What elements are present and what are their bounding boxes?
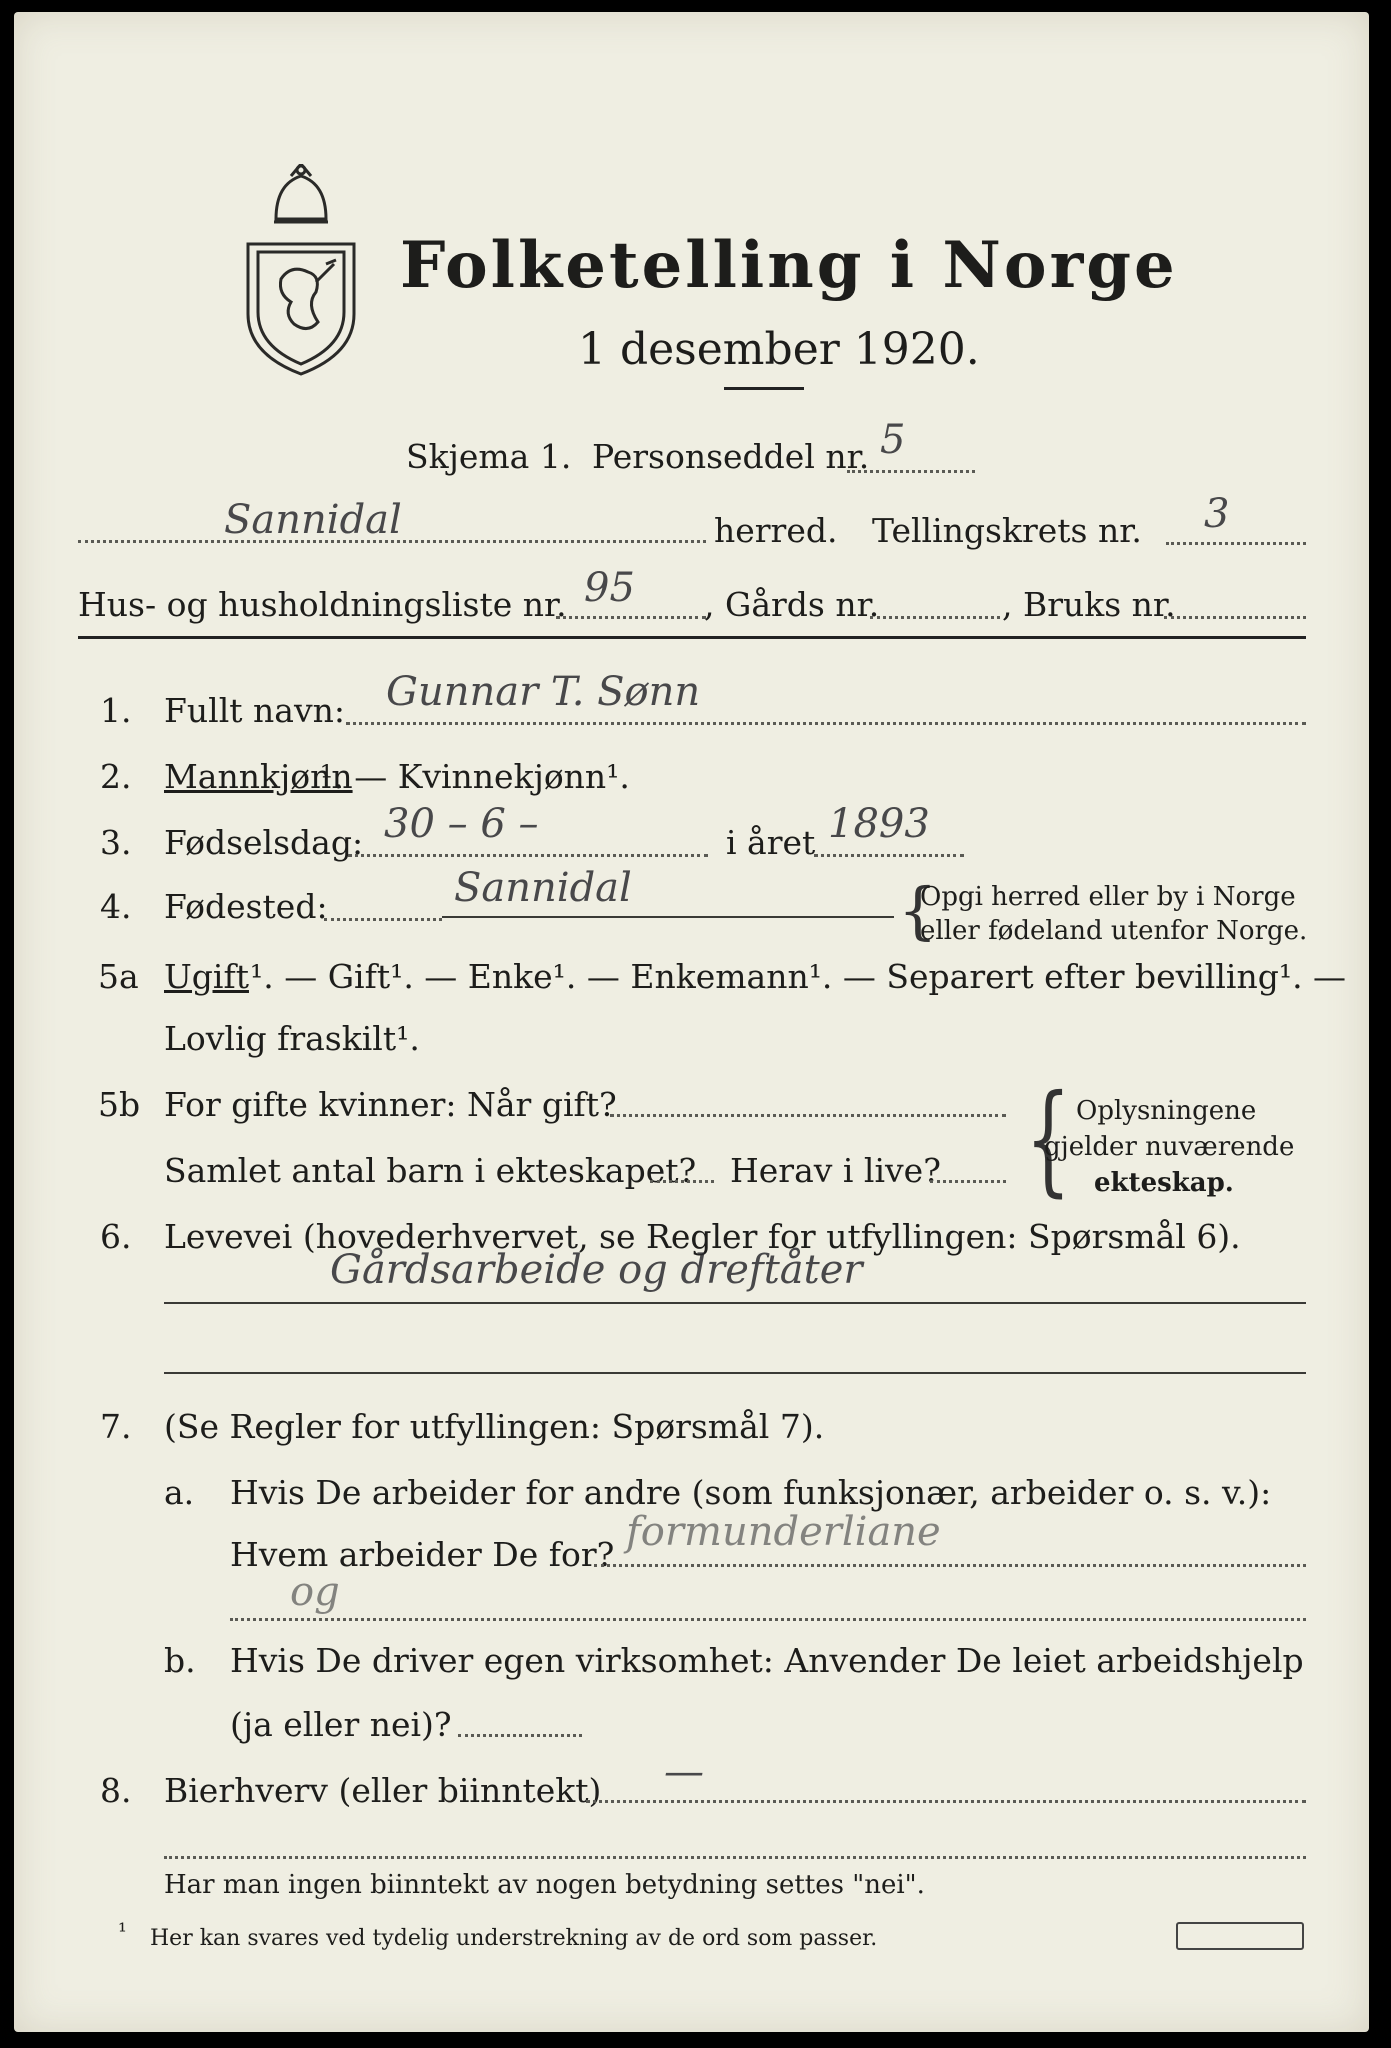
q3-year-label: i året: [726, 823, 816, 862]
q5a-options: ¹. — Gift¹. — Enke¹. — Enkemann¹. — Separert efter bevilling¹. —: [250, 957, 1347, 996]
q4-note-brace: {: [898, 874, 938, 947]
header-rule: [78, 636, 1306, 639]
printer-mark-stamp: [1176, 1922, 1304, 1950]
q3-year-value: 1893: [828, 801, 930, 847]
q5b-note-brace: {: [1025, 1070, 1072, 1209]
q1-value: Gunnar T. Sønn: [386, 669, 701, 715]
q4-dots: [324, 918, 442, 921]
q5b-note-line2: gjelder nuværende: [1044, 1132, 1295, 1162]
personseddel-label: Personseddel nr.: [592, 437, 870, 476]
q5b-label-alive: Herav i live?: [730, 1151, 941, 1190]
q5b-note-line1: Oplysningene: [1076, 1096, 1257, 1126]
q5b-alive-line: [930, 1180, 1006, 1183]
q1-line: [346, 722, 1306, 725]
q5a-options-line2: Lovlig fraskilt¹.: [164, 1019, 420, 1058]
q8-line2: [164, 1856, 1306, 1859]
norwegian-coat-of-arms-icon: [236, 164, 366, 379]
gards-label: , Gårds nr.: [704, 585, 880, 624]
census-form-page: [14, 12, 1369, 2032]
q1-number: 1.: [100, 691, 132, 730]
q5b-note-line3: ekteskap.: [1094, 1168, 1234, 1198]
tellingskrets-line: [1166, 542, 1306, 545]
q7a-value2: og: [290, 1569, 340, 1615]
form-title: Folketelling i Norge: [400, 228, 1178, 303]
q3-label: Fødselsdag:: [164, 823, 364, 862]
q5a-ugift: Ugift: [164, 957, 249, 996]
title-divider: [724, 387, 804, 390]
q7a-value: formunderliane: [626, 1509, 941, 1555]
schema-label: Skjema 1.: [406, 437, 572, 476]
q7-label: (Se Regler for utfyllingen: Spørsmål 7).: [164, 1407, 825, 1446]
q6-label: Levevei (hovederhvervet, se Regler for utfyllingen: Spørsmål 6).: [164, 1217, 1241, 1256]
q3-value: 30 – 6 –: [384, 801, 539, 847]
herred-label: herred.: [714, 511, 838, 550]
gards-line: [870, 616, 1000, 619]
q8-value: —: [664, 1749, 704, 1795]
q8-line: [586, 1800, 1306, 1803]
q7b-line: [458, 1734, 582, 1737]
q2-male: Mannkjønn: [164, 757, 353, 796]
tellingskrets-label: Tellingskrets nr.: [872, 511, 1142, 550]
bruks-line: [1164, 616, 1306, 619]
q7a-line2: [230, 1618, 1306, 1621]
herred-value: Sannidal: [224, 497, 402, 543]
q5b-number: 5b: [98, 1085, 141, 1124]
q6-value: Gårdsarbeide og dreftåter: [330, 1247, 863, 1293]
q6-line1: [164, 1302, 1306, 1304]
q6-line2: [164, 1372, 1306, 1374]
q5b-when-line: [610, 1114, 1006, 1117]
hus-label: Hus- og husholdningsliste nr.: [78, 585, 567, 624]
bruks-label: , Bruks nr.: [1002, 585, 1176, 624]
footnote-mark: ¹: [118, 1920, 127, 1945]
q8-number: 8.: [100, 1771, 132, 1810]
hus-line: [556, 616, 706, 619]
q3-number: 3.: [100, 823, 132, 862]
q7b-number: b.: [164, 1641, 196, 1680]
q4-note-line1: Opgi herred eller by i Norge: [920, 882, 1296, 912]
footnote-text: Her kan svares ved tydelig understrekning av de ord som passer.: [150, 1926, 878, 1951]
q8-label: Bierhverv (eller biinntekt): [164, 1771, 602, 1810]
q5b-label-children: Samlet antal barn i ekteskapet?: [164, 1151, 697, 1190]
q4-line: [442, 916, 894, 918]
form-date: 1 desember 1920.: [578, 324, 980, 375]
q2-number: 2.: [100, 757, 132, 796]
q7-number: 7.: [100, 1407, 132, 1446]
tellingskrets-value: 3: [1204, 491, 1230, 537]
nei-note: Har man ingen biinntekt av nogen betydning settes "nei".: [164, 1870, 925, 1900]
hus-value: 95: [584, 565, 635, 611]
q7b-label2: (ja eller nei)?: [230, 1705, 452, 1744]
q4-value: Sannidal: [454, 865, 632, 911]
personseddel-value: 5: [880, 417, 906, 463]
q5b-label-when: For gifte kvinner: Når gift?: [164, 1085, 617, 1124]
q5a-number: 5a: [98, 957, 139, 996]
q5b-children-line: [650, 1180, 714, 1183]
q7a-label: Hvis De arbeider for andre (som funksjonær, arbeider o. s. v.):: [230, 1473, 1272, 1512]
personseddel-line: [847, 470, 975, 473]
q4-number: 4.: [100, 887, 132, 926]
q7a-number: a.: [164, 1473, 195, 1512]
herred-line: [78, 540, 706, 543]
q7b-label: Hvis De driver egen virksomhet: Anvender De leiet arbeidshjelp: [230, 1641, 1304, 1680]
q7a-line1: [594, 1564, 1306, 1567]
q4-label: Fødested:: [164, 887, 328, 926]
q1-label: Fullt navn:: [164, 691, 345, 730]
q3-line: [348, 854, 708, 857]
q6-number: 6.: [100, 1217, 132, 1256]
q7a-label2: Hvem arbeider De for?: [230, 1535, 615, 1574]
q3-year-line: [814, 854, 964, 857]
q4-note-line2: eller fødeland utenfor Norge.: [920, 916, 1308, 946]
q2-options: ¹. — Kvinnekjønn¹.: [320, 757, 630, 796]
